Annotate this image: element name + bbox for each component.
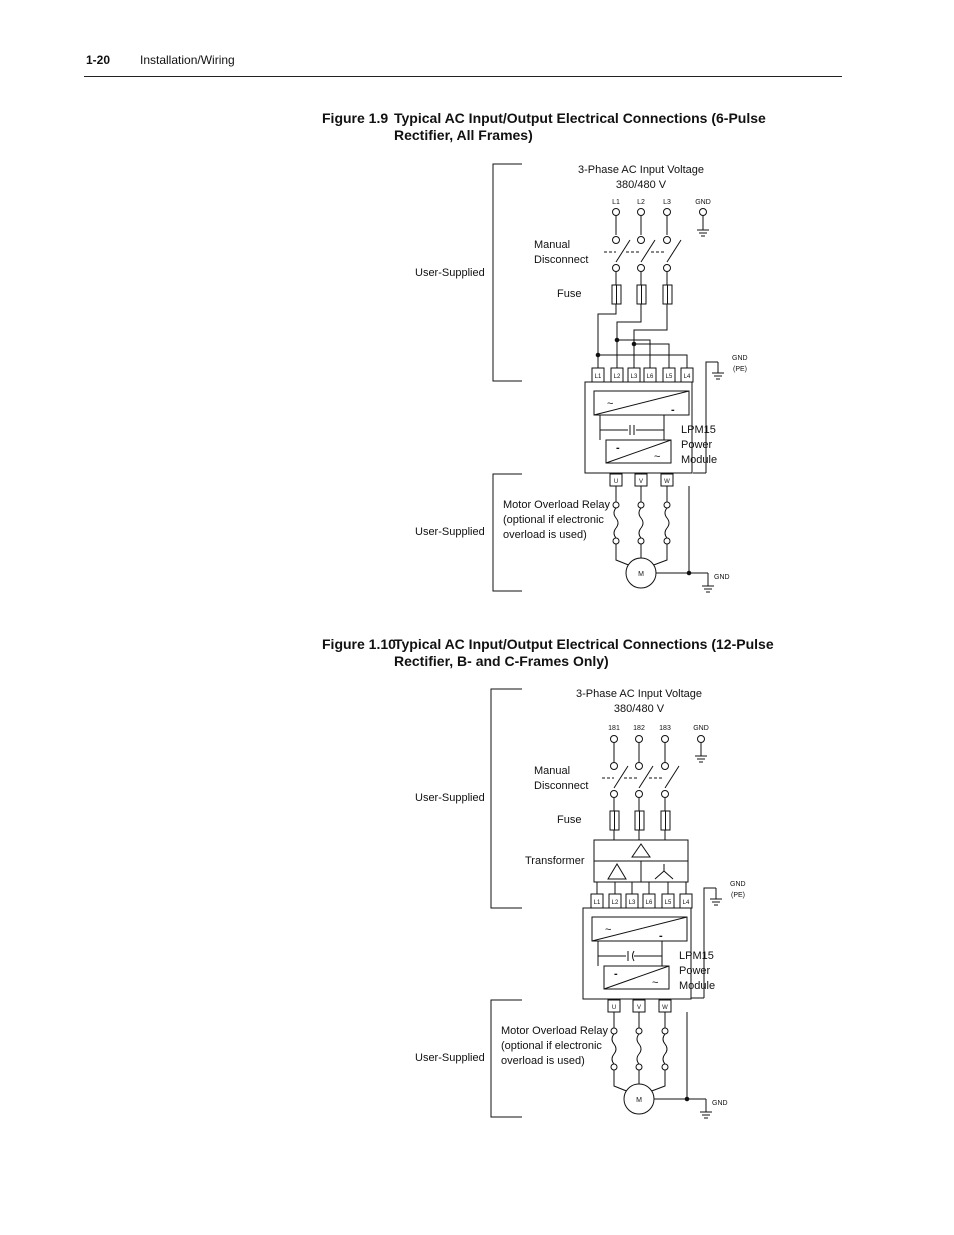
fig2-in-term-181: 181 [608, 725, 620, 732]
section-title: Installation/Wiring [140, 53, 235, 67]
fig1-mod-term-l6: L6 [646, 374, 654, 380]
fig1-gnd-pe-1: GND [732, 355, 748, 362]
fig2-mod-term-l4: L4 [682, 900, 690, 906]
fig1-lpm-3: Module [681, 454, 718, 466]
fig1-relay-3: overload is used) [503, 529, 587, 541]
fig1-motor-label: M [638, 571, 644, 578]
fig2-lpm-2: Power [679, 965, 711, 977]
fig2-disconnect: Disconnect [534, 780, 589, 792]
fig2-inv-dash: - [614, 968, 618, 980]
fig1-mod-term-l5: L5 [665, 374, 673, 380]
fig2-gnd-pe-2: (PE) [731, 892, 745, 899]
fig1-motor-gnd: GND [714, 574, 730, 581]
page-number: 1-20 [86, 53, 111, 67]
fig2-rect-tilde: ~ [605, 924, 612, 936]
fig2-transformer: Transformer [525, 855, 585, 867]
fig1-out-w: W [664, 479, 670, 485]
figure-2-label: Figure 1.10 [322, 636, 396, 652]
fig2-in-term-183: 183 [659, 725, 671, 732]
fig1-rect-tilde: ~ [607, 398, 614, 410]
figure-1-labels [415, 164, 748, 581]
fig1-input-voltage-1: 3-Phase AC Input Voltage [578, 164, 704, 176]
fig2-motor-label: M [636, 1097, 642, 1104]
fig1-out-v: V [638, 479, 644, 485]
fig2-mod-term-l3: L3 [628, 900, 636, 906]
fig1-mod-term-l1: L1 [594, 374, 602, 380]
fig2-user-supplied-top: User-Supplied [415, 792, 485, 804]
fig1-fuse: Fuse [557, 288, 582, 300]
fig1-mod-term-l2: L2 [613, 374, 621, 380]
user-supplied-bracket-top [493, 164, 522, 381]
fig1-in-term-gnd: GND [695, 199, 711, 206]
fig2-relay-1: Motor Overload Relay [501, 1025, 608, 1037]
fig2-lpm-3: Module [679, 980, 716, 992]
fig2-mod-term-l6: L6 [645, 900, 653, 906]
fig2-mod-term-l5: L5 [664, 900, 672, 906]
fig2-mod-term-l2: L2 [611, 900, 619, 906]
fig1-manual: Manual [534, 239, 571, 251]
fig2-in-term-gnd: GND [693, 725, 709, 732]
fig2-out-u: U [611, 1005, 617, 1011]
fig2-relay-2: (optional if electronic [501, 1040, 602, 1052]
fig1-relay-2: (optional if electronic [503, 514, 604, 526]
fig2-inv-tilde: ~ [652, 977, 659, 989]
fig2-out-w: W [662, 1005, 668, 1011]
fig1-lpm-1: LPM15 [681, 424, 716, 436]
fig2-lpm-1: LPM15 [679, 950, 714, 962]
fig1-user-supplied-bottom: User-Supplied [415, 526, 485, 538]
fig2-input-voltage-2: 380/480 V [613, 703, 665, 715]
figure-1-title: Typical AC Input/Output Electrical Connections (6-Pulse Rectifier, All Frames) [394, 110, 766, 143]
fig2-manual: Manual [534, 765, 571, 777]
fig1-mod-term-l3: L3 [630, 374, 638, 380]
fig2-rect-dash: - [659, 930, 663, 942]
fig1-out-u: U [613, 479, 619, 485]
fig2-relay-3: overload is used) [501, 1055, 585, 1067]
fig1-output-wiring [613, 486, 670, 566]
figure-2-labels [415, 688, 746, 1107]
fig1-gnd-pe-2: (PE) [733, 366, 747, 373]
fig1-in-term-l2: L2 [637, 199, 645, 206]
figure-2-title: Typical AC Input/Output Electrical Connections (12-Pulse Rectifier, B- and C-Frames Only) [394, 636, 774, 669]
fig1-input-voltage-2: 380/480 V [615, 179, 667, 191]
fig1-inv-dash: - [616, 442, 620, 454]
fig1-in-term-l1: L1 [612, 199, 620, 206]
fig2-in-term-182: 182 [633, 725, 645, 732]
fig2-motor-gnd: GND [712, 1100, 728, 1107]
user-supplied-bracket-top-2 [491, 689, 522, 908]
fig2-gnd-pe-1: GND [730, 881, 746, 888]
figure-1-label: Figure 1.9 [322, 110, 389, 126]
fig1-relay-1: Motor Overload Relay [503, 499, 610, 511]
fig1-disconnect: Disconnect [534, 254, 589, 266]
fig1-mod-term-l4: L4 [683, 374, 691, 380]
fig2-out-v: V [636, 1005, 642, 1011]
fig1-lpm-2: Power [681, 439, 713, 451]
fig2-input-voltage-1: 3-Phase AC Input Voltage [576, 688, 702, 700]
fig2-mod-term-l1: L1 [593, 900, 601, 906]
fig2-user-supplied-bottom: User-Supplied [415, 1052, 485, 1064]
fig1-in-term-l3: L3 [663, 199, 671, 206]
fig1-rect-dash: - [671, 404, 675, 416]
fig2-fuse: Fuse [557, 814, 582, 826]
fig1-user-supplied-top: User-Supplied [415, 267, 485, 279]
fig2-output-wiring [611, 1012, 668, 1092]
fig1-inv-tilde: ~ [654, 451, 661, 463]
